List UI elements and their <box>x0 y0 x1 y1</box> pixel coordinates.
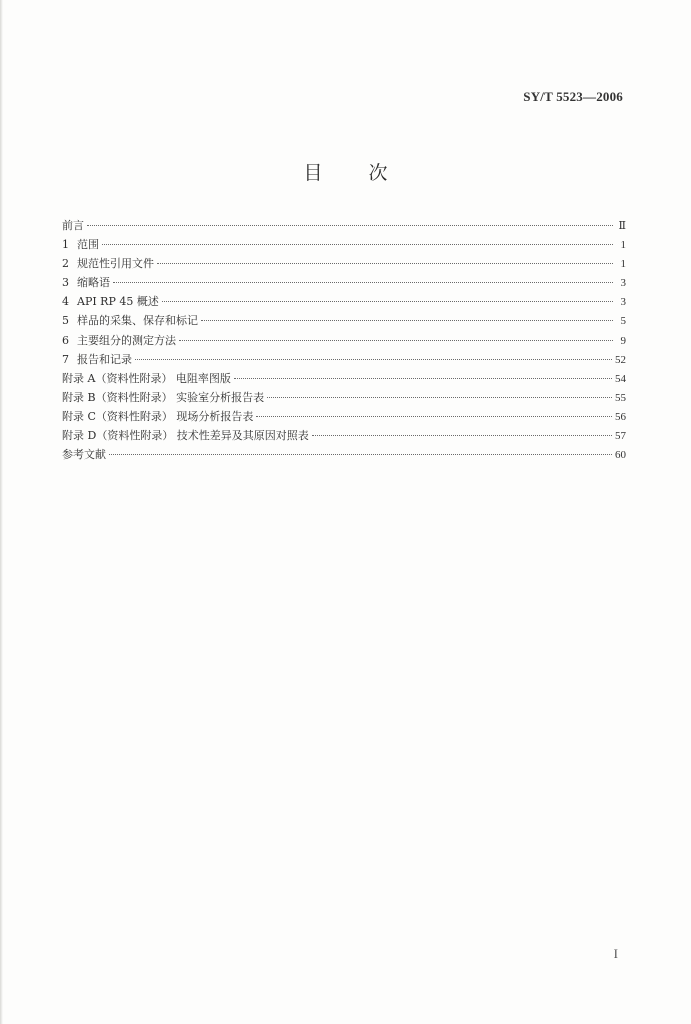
toc-entry-page: 60 <box>615 449 626 462</box>
toc-entry-text: 附录 D（资料性附录） 技术性差异及其原因对照表 <box>62 429 309 443</box>
toc-entry-label <box>62 369 231 388</box>
toc-entry-label <box>62 254 154 273</box>
toc-entry-page: 1 <box>620 258 626 271</box>
toc-entry-text: API RP 45 概述 <box>77 295 159 309</box>
toc-entry-label <box>62 407 253 426</box>
page-number: I <box>613 946 618 961</box>
toc-entry-label <box>62 216 84 235</box>
dot-leader <box>162 301 613 302</box>
toc-entry-text: 前言 <box>62 219 84 232</box>
toc-entry-page: 56 <box>615 410 626 423</box>
toc-entry-text: 参考文献 <box>62 448 106 462</box>
toc-entry-page: 9 <box>620 334 626 347</box>
toc-title-part-1: 目 <box>303 162 323 184</box>
toc-entry[interactable] <box>62 407 626 426</box>
table-of-contents <box>62 216 626 464</box>
toc-entry-number: 7 <box>62 352 69 366</box>
toc-entry-text: 附录 B（资料性附录） 实验室分析报告表 <box>62 390 265 404</box>
toc-entry-text: 附录 A（资料性附录） 电阻率图版 <box>62 371 231 385</box>
toc-entry-page: 5 <box>620 315 626 328</box>
toc-entry-label <box>62 426 309 445</box>
toc-entry[interactable] <box>62 254 626 273</box>
toc-entry-page: 55 <box>615 391 626 404</box>
toc-entry-label <box>62 273 110 292</box>
toc-entry[interactable] <box>62 235 626 254</box>
toc-entry[interactable] <box>62 445 626 464</box>
dot-leader <box>109 454 612 455</box>
toc-title-part-2: 次 <box>368 162 388 184</box>
dot-leader <box>267 397 612 398</box>
dot-leader <box>135 359 612 360</box>
toc-entry[interactable] <box>62 292 626 311</box>
dot-leader <box>102 244 613 245</box>
toc-entry-label <box>62 445 106 464</box>
dot-leader <box>234 378 612 379</box>
toc-entry-text: 范围 <box>77 238 99 252</box>
toc-entry[interactable] <box>62 331 626 350</box>
toc-entry-text: 缩略语 <box>77 276 110 290</box>
toc-entry-label <box>62 235 99 254</box>
toc-entry-label <box>62 311 198 330</box>
dot-leader <box>113 282 613 283</box>
toc-entry-text: 附录 C（资料性附录） 现场分析报告表 <box>62 409 254 423</box>
toc-entry-number: 2 <box>62 257 69 271</box>
toc-entry-page: 52 <box>615 353 626 366</box>
toc-entry-page: 57 <box>615 430 626 443</box>
toc-entry[interactable] <box>62 426 626 445</box>
toc-entry[interactable] <box>62 369 626 388</box>
toc-entry-text: 规范性引用文件 <box>77 257 154 271</box>
toc-entry-page: 54 <box>615 372 626 385</box>
toc-entry-label <box>62 292 159 311</box>
toc-entry-text: 样品的采集、保存和标记 <box>77 314 198 328</box>
toc-entry[interactable] <box>62 273 626 292</box>
toc-entry-number: 3 <box>62 276 69 290</box>
dot-leader <box>201 320 613 321</box>
toc-entry-label <box>62 388 264 407</box>
toc-entry-page: Ⅱ <box>618 220 626 232</box>
toc-entry-page: 3 <box>620 277 626 290</box>
toc-entry-page: 3 <box>620 296 626 309</box>
toc-entry[interactable] <box>62 216 626 235</box>
toc-entry-label <box>62 331 176 350</box>
toc-entry-number: 5 <box>62 314 69 328</box>
toc-entry-label <box>62 350 132 369</box>
toc-entry[interactable] <box>62 388 626 407</box>
toc-entry[interactable] <box>62 311 626 330</box>
toc-title <box>0 158 691 185</box>
dot-leader <box>87 225 613 226</box>
dot-leader <box>312 435 612 436</box>
toc-entry[interactable] <box>62 350 626 369</box>
dot-leader <box>157 263 613 264</box>
dot-leader <box>256 416 612 417</box>
toc-entry-number: 1 <box>62 238 69 252</box>
toc-entry-text: 报告和记录 <box>77 352 132 366</box>
toc-entry-number: 4 <box>62 295 69 309</box>
toc-entry-text: 主要组分的测定方法 <box>77 333 176 347</box>
scan-edge-shadow <box>0 0 3 1024</box>
toc-entry-number: 6 <box>62 333 69 347</box>
toc-entry-page: 1 <box>620 239 626 252</box>
document-code: SY/T 5523—2006 <box>523 89 623 104</box>
dot-leader <box>179 340 613 341</box>
